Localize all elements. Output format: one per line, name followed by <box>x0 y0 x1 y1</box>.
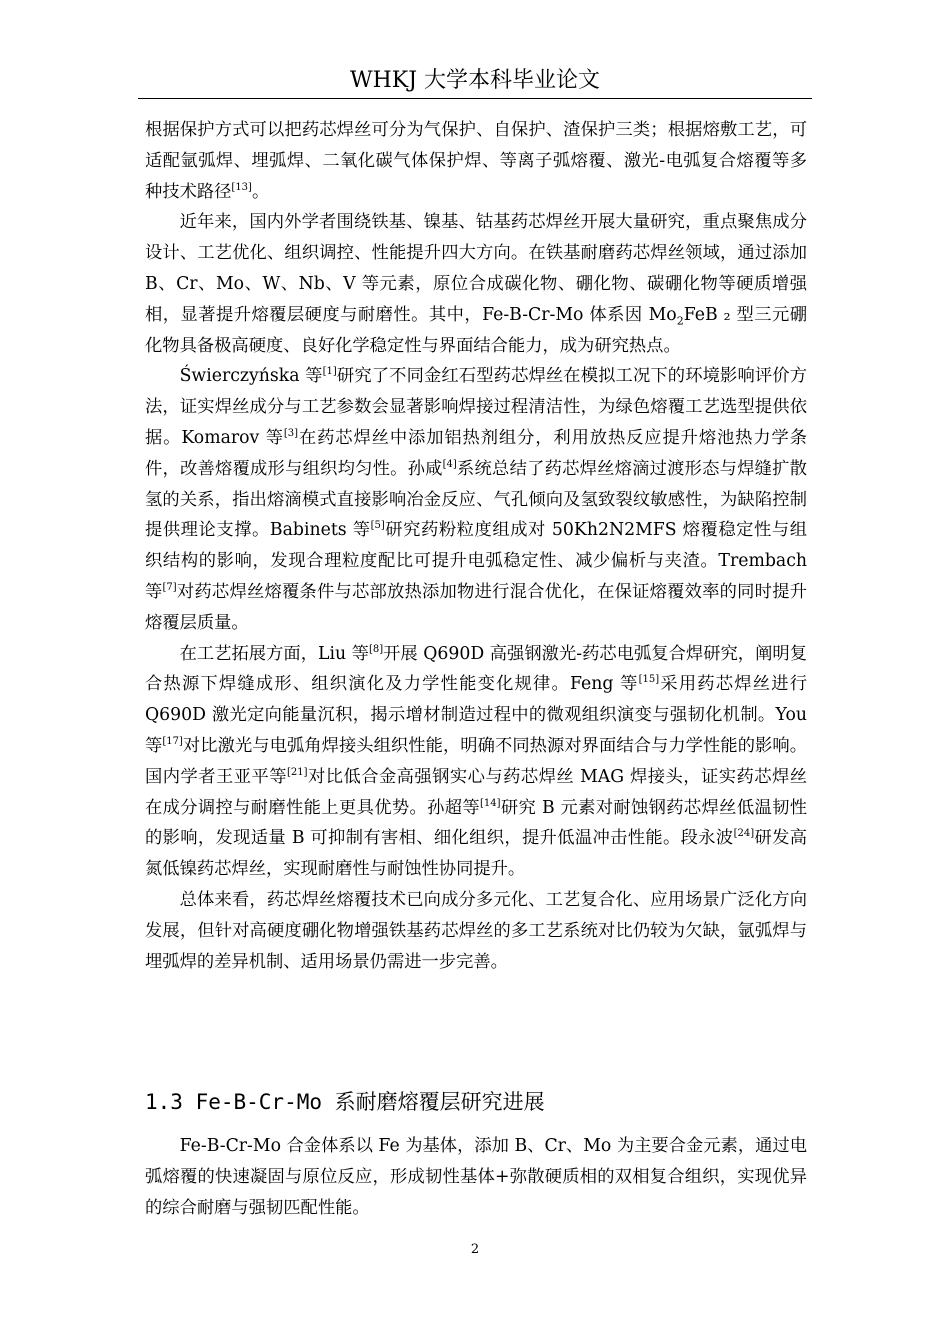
citation-ref: [14] <box>479 797 501 809</box>
text-run: 研究药粉粒度组成对 50Kh2N2MFS 熔覆稳定性与组织结构的影响，发现合理粒度配比可提升电弧稳定性、减少偏析与夹渣。Trembach 等 <box>145 520 807 602</box>
text-run: Fe-B-Cr-Mo 合金体系以 Fe 为基体，添加 B、Cr、Mo 为主要合金元素，通过电弧熔覆的快速凝固与原位反应，形成韧性基体+弥散硬质相的双相复合组织，实现优异的综合耐磨与强韧匹配性能。 <box>145 1136 807 1218</box>
text-run: 根据保护方式可以把药芯焊丝可分为气保护、自保护、渣保护三类；根据熔敷工艺，可适配氩弧焊、埋弧焊、二氧化碳气体保护焊、等离子弧熔覆、激光-电弧复合熔覆等多种技术路径 <box>145 120 807 202</box>
citation-ref: [5] <box>370 520 385 532</box>
citation-ref: [1] <box>322 366 337 378</box>
section-body-text <box>145 1131 807 1223</box>
text-run: Świerczyńska 等 <box>179 366 323 387</box>
paragraph <box>145 207 807 361</box>
citation-ref: [3] <box>283 428 299 440</box>
text-run: 近年来，国内外学者围绕铁基、镍基、钴基药芯焊丝开展大量研究，重点聚焦成分设计、工艺优化、组织调控、性能提升四大方向。在铁基耐磨药芯焊丝领域，通过添加 B、Cr、Mo、W、Nb、V 等元素，原位合成碳化物、硼化物、碳硼化物等硬质增强相，显著提升熔覆层硬度与耐磨性。其中，Fe-B-Cr-Mo 体系因 Mo <box>145 212 807 325</box>
citation-ref: [4] <box>442 459 457 470</box>
citation-ref: [15] <box>638 674 660 686</box>
text-run: 对比激光与电弧角焊接头组织性能，明确不同热源对界面结合与力学性能的影响。国内学者王亚平等 <box>145 735 807 787</box>
text-run: 对比低合金高强钢实心与药芯焊丝 MAG 焊接头，证实药芯焊丝在成分调控与耐磨性能上更具优势。孙超等 <box>145 766 807 818</box>
citation-ref: [24] <box>733 828 755 840</box>
paragraph <box>145 1131 807 1223</box>
text-run: 研究了不同金红石型药芯焊丝在模拟工况下的环境影响评价方法，证实焊丝成分与工艺参数会显著影响焊接过程清洁性，为绿色熔覆工艺选型提供依据。Komarov 等 <box>145 366 807 448</box>
header-divider <box>138 98 812 99</box>
text-run: FeB ₂ 型三元硼化物具备极高硬度、良好化学稳定性与界面结合能力，成为研究热点。 <box>145 304 807 356</box>
page-number: 2 <box>470 1242 480 1257</box>
citation-ref: [13] <box>231 181 252 193</box>
text-run: 。 <box>251 181 270 202</box>
text-run: 研发高氮低镍药芯焊丝，实现耐磨性与耐蚀性协同提升。 <box>145 828 807 880</box>
paragraph <box>145 361 807 638</box>
paragraph <box>145 115 807 207</box>
text-run: 采用药芯焊丝进行 Q690D 激光定向能量沉积，揭示增材制造过程中的微观组织演变与强韧化机制。You 等 <box>145 674 807 756</box>
text-run: 在工艺拓展方面，Liu 等 <box>179 643 369 664</box>
section-heading: 1.3 Fe-B-Cr-Mo 系耐磨熔覆层研究进展 <box>145 1090 545 1114</box>
text-run: 总体来看，药芯焊丝熔覆技术已向成分多元化、工艺复合化、应用场景广泛化方向发展，但针对高硬度硼化物增强铁基药芯焊丝的多工艺系统对比仍较为欠缺，氩弧焊与埋弧焊的差异机制、适用场景仍需进一步完善。 <box>145 889 807 972</box>
citation-ref: [8] <box>368 643 384 655</box>
text-run: 对药芯焊丝熔覆条件与芯部放热添加物进行混合优化，在保证熔覆效率的同时提升熔覆层质量。 <box>145 581 807 633</box>
text-run: 在药芯焊丝中添加铝热剂组分，利用放热反应提升熔池热力学条件，改善熔覆成形与组织均匀性。孙咸 <box>145 427 807 479</box>
text-run: 开展 Q690D 高强钢激光-药芯电弧复合焊研究，阐明复合热源下焊缝成形、组织演化及力学性能变化规律。Feng 等 <box>145 643 807 695</box>
body-text <box>145 115 807 977</box>
text-run: 研究 B 元素对耐蚀钢药芯焊丝低温韧性的影响，发现适量 B 可抑制有害相、细化组织，提升低温冲击性能。段永波 <box>145 797 807 849</box>
citation-ref: [21] <box>286 766 308 778</box>
citation-ref: [7] <box>162 582 177 594</box>
paragraph <box>145 885 807 977</box>
subscript: 2 <box>676 314 684 328</box>
page-header-title: WHKJ 大学本科毕业论文 <box>349 68 601 93</box>
paragraph <box>145 639 807 885</box>
citation-ref: [17] <box>162 736 183 748</box>
text-run: 系统总结了药芯焊丝熔滴过渡形态与焊缝扩散氢的关系，指出熔滴模式直接影响冶金反应、气孔倾向及氢致裂纹敏感性，为缺陷控制提供理论支撑。Babinets 等 <box>145 458 807 541</box>
